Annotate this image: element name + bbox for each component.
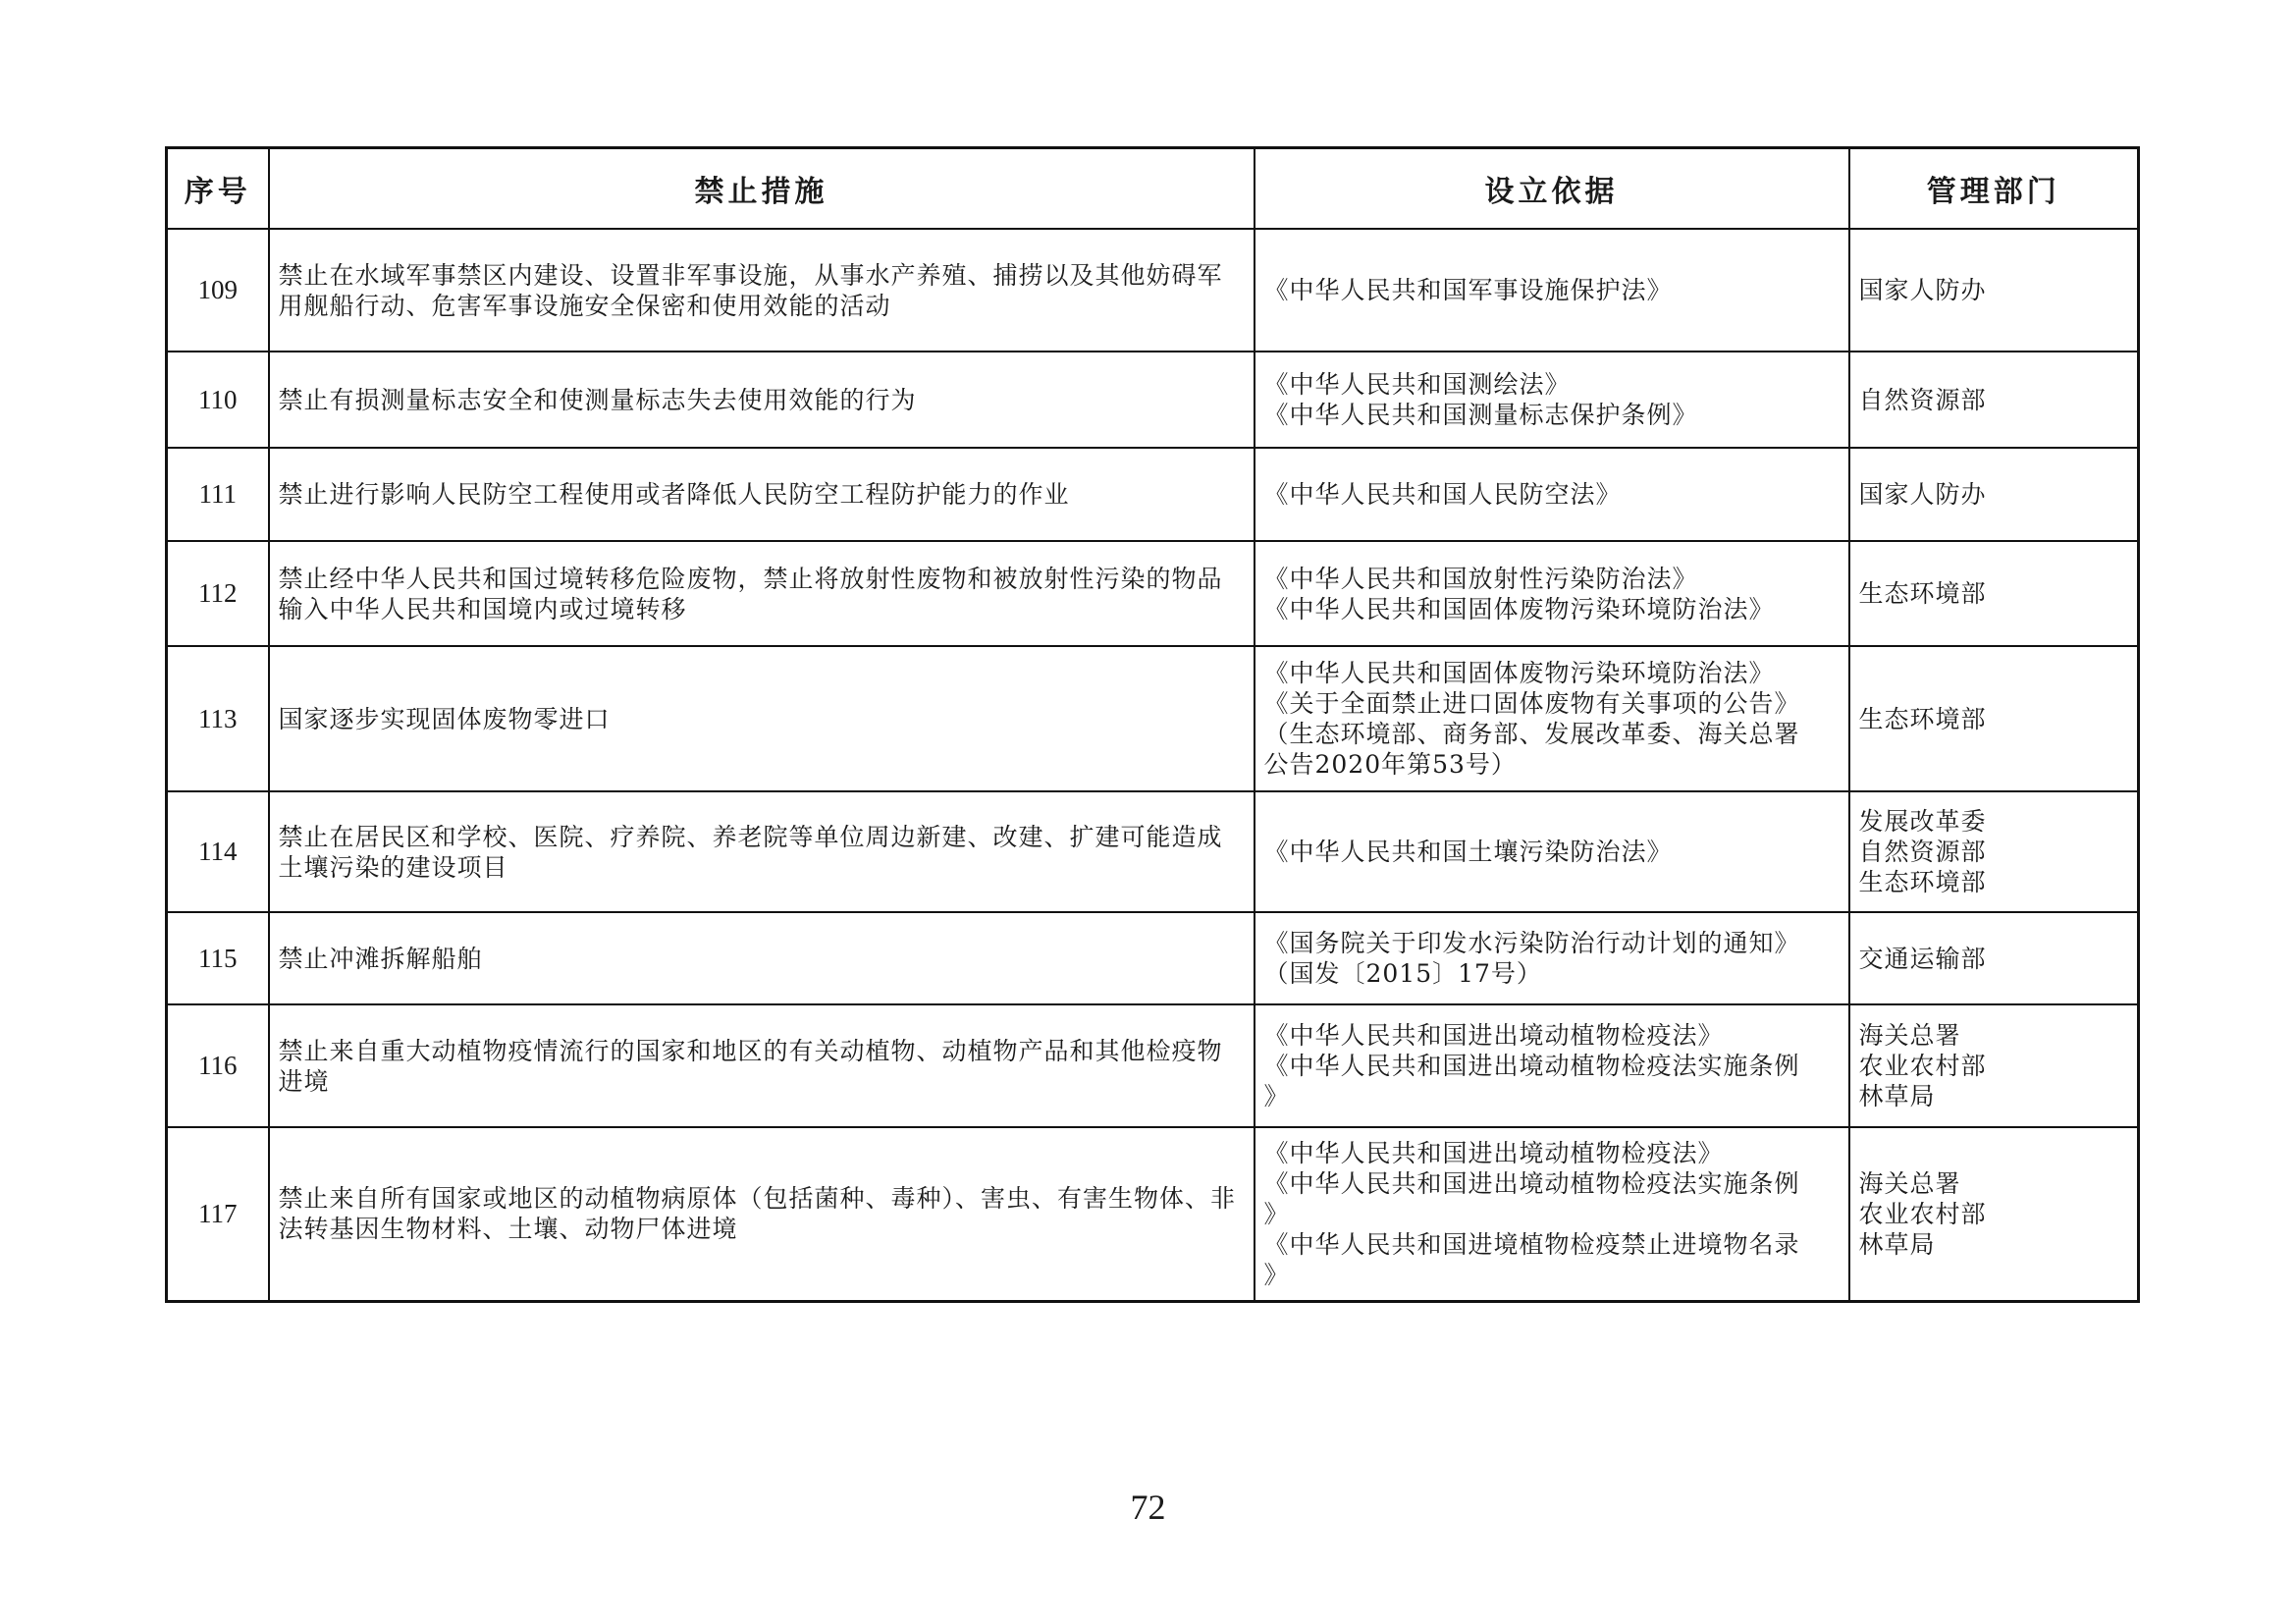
table-row bbox=[167, 1004, 2139, 1127]
department-line: 海关总署 bbox=[1858, 1168, 1961, 1198]
department-cell bbox=[1849, 1127, 2139, 1301]
basis-line: 《关于全面禁止进口固体废物有关事项的公告》 bbox=[1263, 689, 1800, 718]
basis-line: 《中华人民共和国固体废物污染环境防治法》 bbox=[1263, 659, 1775, 687]
basis-cell bbox=[1255, 448, 1849, 541]
department-line: 发展改革委 bbox=[1858, 807, 1987, 836]
measure-cell bbox=[269, 912, 1255, 1004]
department-cell bbox=[1849, 352, 2139, 448]
basis-line: 《中华人民共和国进出境动植物检疫法》 bbox=[1263, 1021, 1724, 1050]
department-cell bbox=[1849, 448, 2139, 541]
basis-line: 》 bbox=[1263, 1082, 1290, 1110]
department-line: 海关总署 bbox=[1858, 1021, 1961, 1050]
basis-line: 《中华人民共和国人民防空法》 bbox=[1263, 480, 1622, 509]
basis-cell bbox=[1255, 791, 1849, 912]
table-row bbox=[167, 791, 2139, 912]
table-row bbox=[167, 1127, 2139, 1301]
basis-line: 公告2020年第53号） bbox=[1263, 750, 1517, 779]
department-cell bbox=[1849, 912, 2139, 1004]
basis-line: （生态环境部、商务部、发展改革委、海关总署 bbox=[1263, 720, 1800, 748]
row-number: 111 bbox=[167, 448, 269, 541]
department-cell bbox=[1849, 1004, 2139, 1127]
header-no: 序号 bbox=[167, 148, 269, 230]
measure-text: 禁止有损测量标志安全和使测量标志失去使用效能的行为 bbox=[278, 385, 917, 414]
row-number: 112 bbox=[167, 541, 269, 646]
table-row bbox=[167, 541, 2139, 646]
measure-cell bbox=[269, 352, 1255, 448]
measure-text: 禁止来自重大动植物疫情流行的国家和地区的有关动植物、动植物产品和其他检疫物进境 bbox=[278, 1036, 1223, 1096]
department-line: 生态环境部 bbox=[1858, 704, 1987, 733]
basis-line: 《国务院关于印发水污染防治行动计划的通知》 bbox=[1263, 929, 1800, 957]
department-cell bbox=[1849, 229, 2139, 352]
department-line: 农业农村部 bbox=[1858, 1199, 1987, 1228]
department-line: 交通运输部 bbox=[1858, 944, 1987, 973]
row-number: 115 bbox=[167, 912, 269, 1004]
header-basis: 设立依据 bbox=[1255, 148, 1849, 230]
measure-text: 禁止在居民区和学校、医院、疗养院、养老院等单位周边新建、改建、扩建可能造成土壤污染的建设项目 bbox=[278, 822, 1223, 882]
measure-text: 禁止在水域军事禁区内建设、设置非军事设施，从事水产养殖、捕捞以及其他妨碍军用舰船行动、危害军事设施安全保密和使用效能的活动 bbox=[278, 260, 1223, 320]
basis-line: 《中华人民共和国测量标志保护条例》 bbox=[1263, 401, 1698, 429]
basis-line: 《中华人民共和国进出境动植物检疫法实施条例 bbox=[1263, 1052, 1800, 1080]
basis-cell bbox=[1255, 229, 1849, 352]
measure-cell bbox=[269, 541, 1255, 646]
basis-line: 》 bbox=[1263, 1199, 1290, 1228]
basis-line: 《中华人民共和国进出境动植物检疫法》 bbox=[1263, 1138, 1724, 1167]
table-row bbox=[167, 352, 2139, 448]
measure-cell bbox=[269, 646, 1255, 791]
row-number: 110 bbox=[167, 352, 269, 448]
row-number: 117 bbox=[167, 1127, 269, 1301]
basis-cell bbox=[1255, 1004, 1849, 1127]
row-number: 114 bbox=[167, 791, 269, 912]
measure-cell bbox=[269, 1004, 1255, 1127]
measure-cell bbox=[269, 229, 1255, 352]
basis-line: 《中华人民共和国放射性污染防治法》 bbox=[1263, 564, 1698, 593]
basis-line: 《中华人民共和国固体废物污染环境防治法》 bbox=[1263, 594, 1775, 623]
measure-text: 禁止来自所有国家或地区的动植物病原体（包括菌种、毒种）、害虫、有害生物体、非法转基因生物材料、土壤、动物尸体进境 bbox=[278, 1184, 1237, 1244]
basis-line: 《中华人民共和国测绘法》 bbox=[1263, 370, 1571, 399]
measure-cell bbox=[269, 791, 1255, 912]
basis-cell bbox=[1255, 912, 1849, 1004]
department-cell bbox=[1849, 646, 2139, 791]
header-dept: 管理部门 bbox=[1849, 148, 2139, 230]
basis-cell bbox=[1255, 541, 1849, 646]
department-line: 生态环境部 bbox=[1858, 868, 1987, 896]
department-line: 农业农村部 bbox=[1858, 1052, 1987, 1080]
measure-cell bbox=[269, 1127, 1255, 1301]
basis-cell bbox=[1255, 1127, 1849, 1301]
department-line: 林草局 bbox=[1858, 1082, 1936, 1110]
basis-line: 《中华人民共和国进出境动植物检疫法实施条例 bbox=[1263, 1168, 1800, 1198]
table-row bbox=[167, 646, 2139, 791]
table-header-row bbox=[167, 148, 2139, 230]
basis-line: 《中华人民共和国进境植物检疫禁止进境物名录 bbox=[1263, 1229, 1800, 1259]
measure-text: 禁止进行影响人民防空工程使用或者降低人民防空工程防护能力的作业 bbox=[278, 480, 1070, 509]
basis-line: 》 bbox=[1263, 1260, 1290, 1289]
department-line: 生态环境部 bbox=[1858, 579, 1987, 608]
department-cell bbox=[1849, 541, 2139, 646]
basis-cell bbox=[1255, 352, 1849, 448]
basis-cell bbox=[1255, 646, 1849, 791]
table-body bbox=[167, 229, 2139, 1301]
basis-line: 《中华人民共和国军事设施保护法》 bbox=[1263, 276, 1673, 304]
table-row bbox=[167, 912, 2139, 1004]
department-line: 国家人防办 bbox=[1858, 480, 1987, 509]
department-line: 自然资源部 bbox=[1858, 385, 1987, 414]
measure-text: 禁止经中华人民共和国过境转移危险废物，禁止将放射性废物和被放射性污染的物品输入中华人民共和国境内或过境转移 bbox=[278, 564, 1223, 623]
basis-line: 《中华人民共和国土壤污染防治法》 bbox=[1263, 838, 1673, 866]
prohibition-measures-table bbox=[165, 146, 2140, 1303]
header-measure: 禁止措施 bbox=[269, 148, 1255, 230]
table-row bbox=[167, 448, 2139, 541]
basis-line: （国发〔2015〕17号） bbox=[1263, 959, 1542, 988]
department-cell bbox=[1849, 791, 2139, 912]
measure-text: 国家逐步实现固体废物零进口 bbox=[278, 704, 611, 733]
measure-text: 禁止冲滩拆解船舶 bbox=[278, 944, 483, 973]
department-line: 自然资源部 bbox=[1858, 838, 1987, 866]
measure-cell bbox=[269, 448, 1255, 541]
page-number: 72 bbox=[1130, 1488, 1166, 1527]
department-line: 林草局 bbox=[1858, 1229, 1936, 1259]
row-number: 109 bbox=[167, 229, 269, 352]
row-number: 116 bbox=[167, 1004, 269, 1127]
row-number: 113 bbox=[167, 646, 269, 791]
department-line: 国家人防办 bbox=[1858, 276, 1987, 304]
table-row bbox=[167, 229, 2139, 352]
